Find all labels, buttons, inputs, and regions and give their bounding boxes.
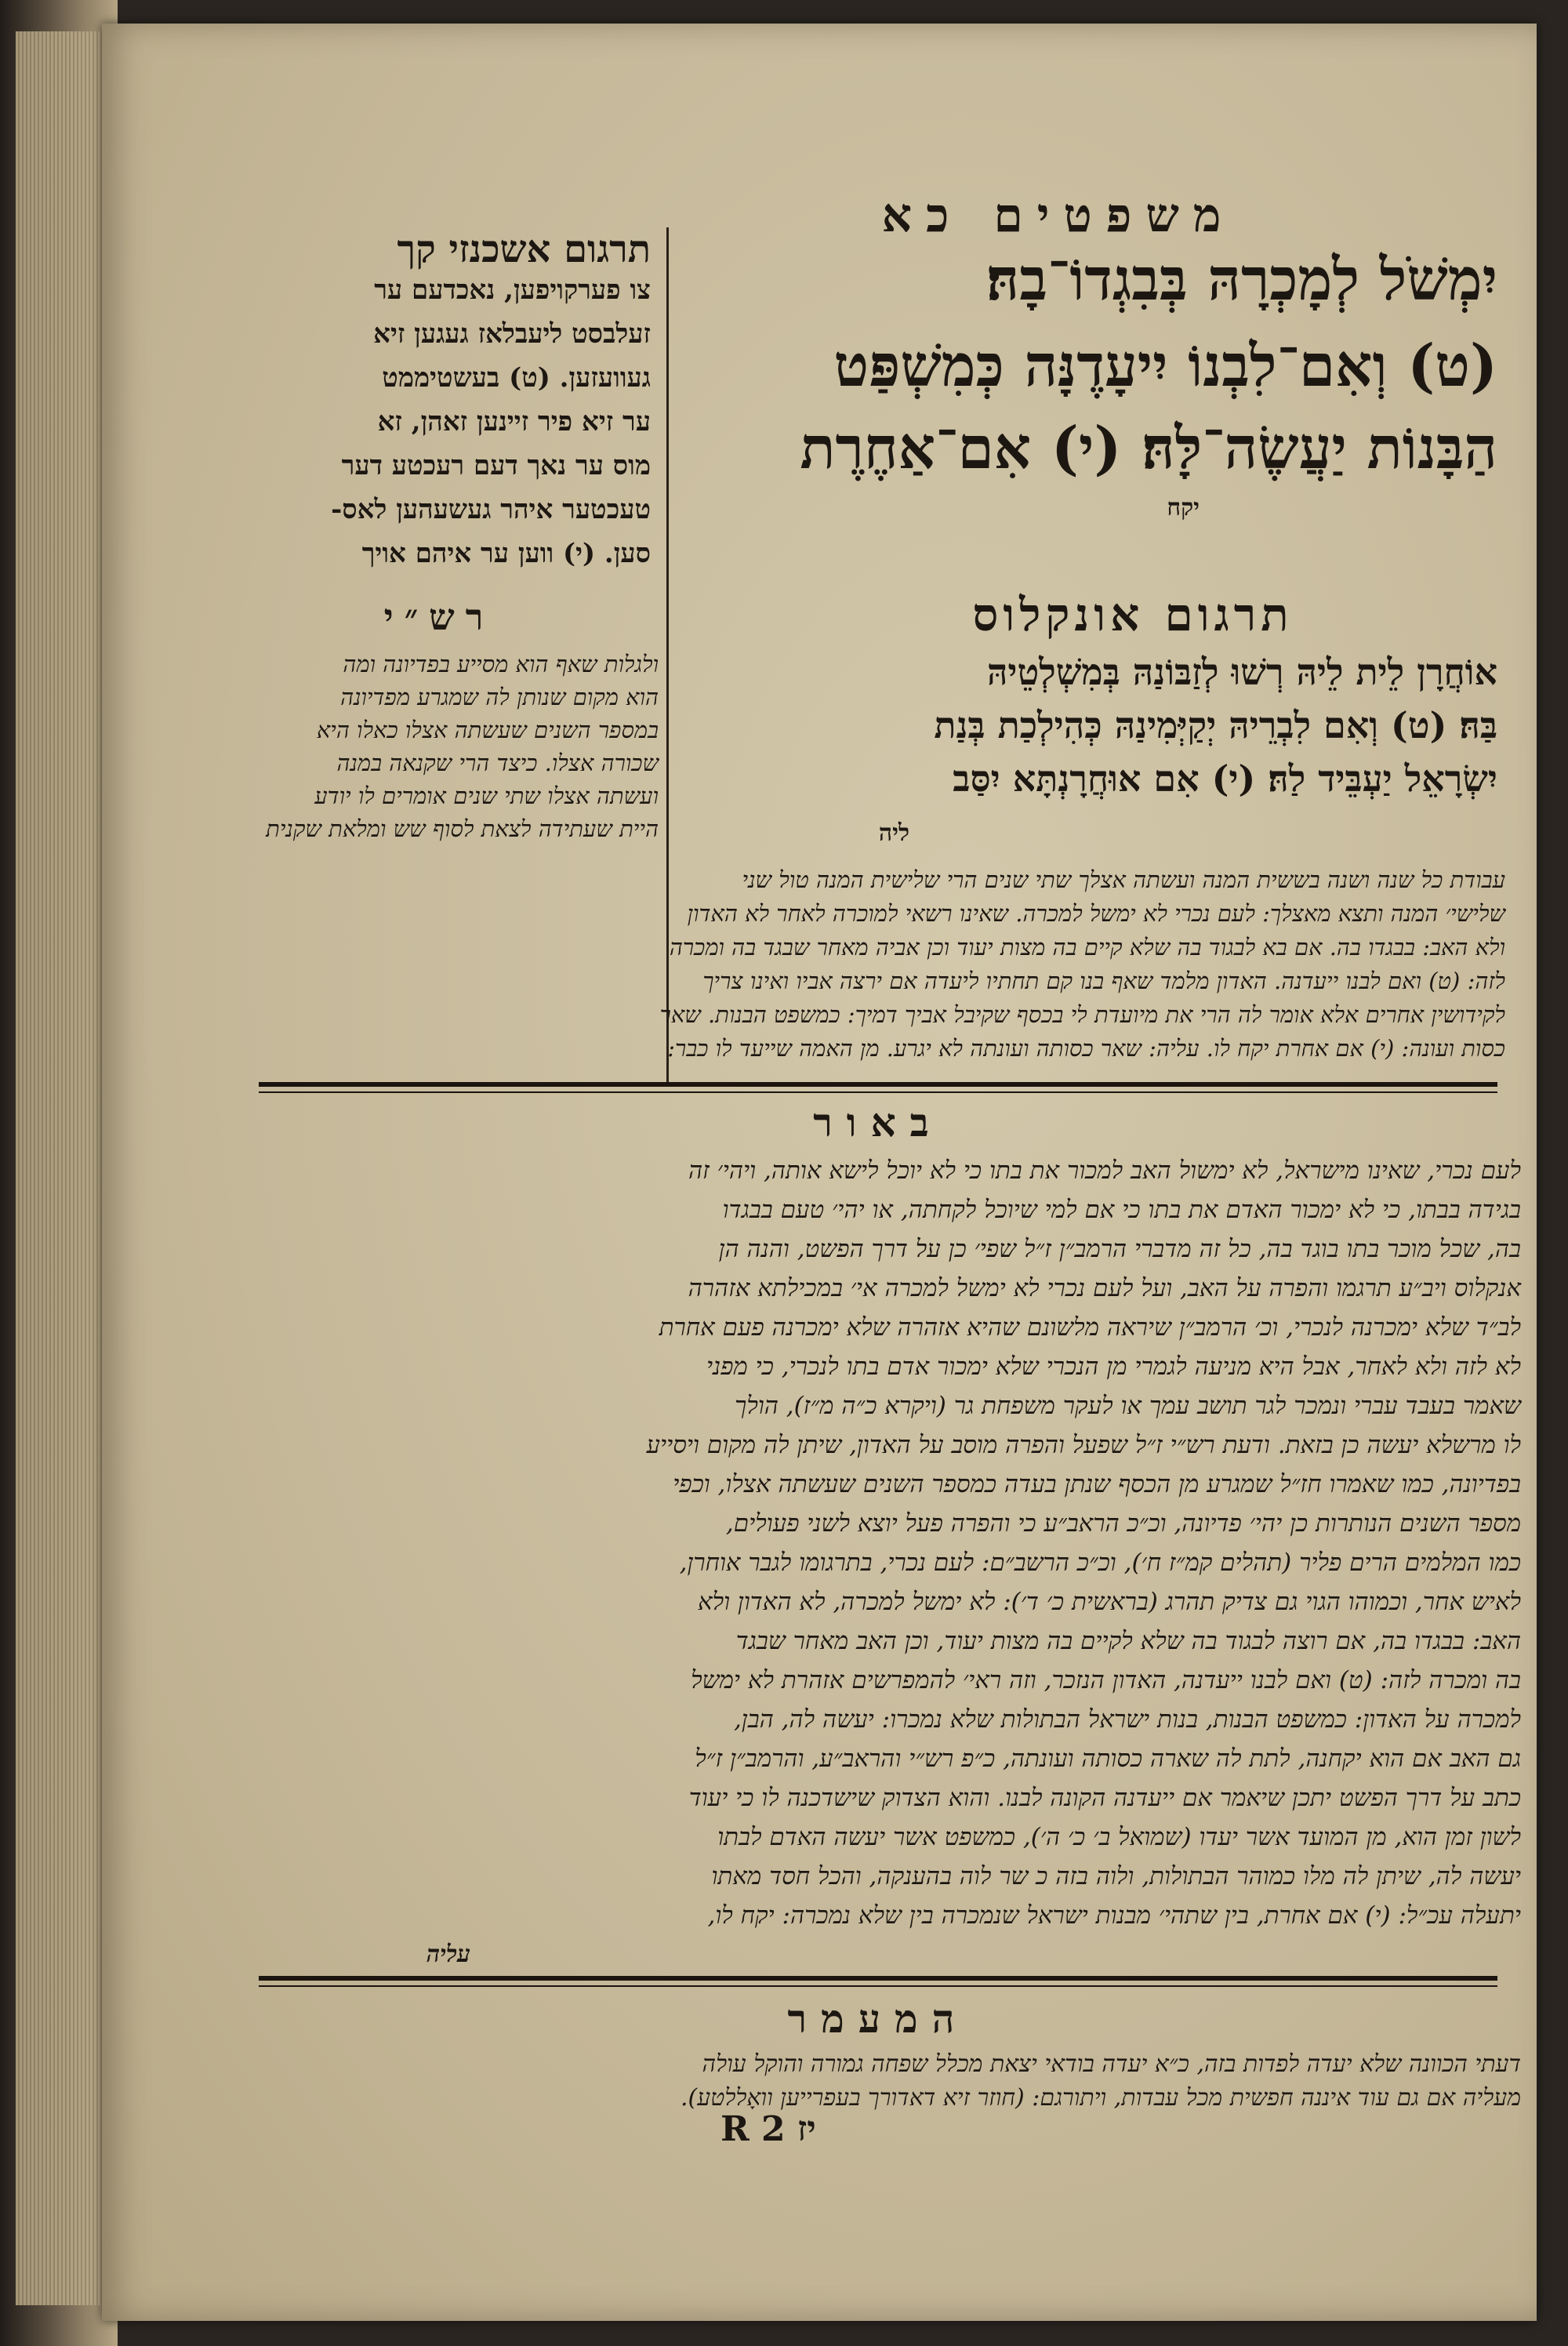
- onkelos-line: בַּהּ׃ (ט) וְאִם לִבְרֵיהּ יְקַיְּמִינַהּ כְּהִילְכַת בְּנַת: [934, 704, 1497, 746]
- biur-line: האב: בבגדו בה, אם רוצה לבגוד בה שלא לקיים בה מצות יעוד, וכן האב מאחר שבגד: [735, 1627, 1521, 1655]
- rashi-line: היית שעתידה לצאת לסוף שש ומלאת שקנית: [266, 815, 659, 842]
- maamar-title: המעמר: [787, 1996, 969, 2042]
- verse-line: (ט) וְאִם־לִבְנוֹ יִיעָדֶנָּה כְּמִשְׁפַּט: [833, 332, 1497, 400]
- ashkenaz-line: מוס ער נאך דעם רעכטע דער: [341, 450, 651, 481]
- section-rule-thin: [259, 1091, 1497, 1093]
- biur-line: לשון זמן הוא, מן המועד אשר יעדו (שמואל ב׳ כ׳ ה׳), כמשפט אשר יעשה האדם לבתו: [717, 1823, 1521, 1851]
- ashkenaz-line: סען. (י) ווען ער איהם אויך: [361, 538, 651, 569]
- biur-line: כתב על דרך הפשט יתכן שיאמר אם ייעדנה הקונה לבנו. והוא הצדוק שישדכנה לו כי יעוד: [688, 1784, 1521, 1812]
- rashi-line: ולא האב: בבגדו בה. אם בא לבגוד בה שלא קיים בה מצות יעוד וכן אביה מאחר שבגד בה ומכרה: [669, 934, 1505, 961]
- rashi-line: לקידושין אחרים אלא אומר לה הרי את מיועדת לי בכסף שקיבל אביך דמיך: כמשפט הבנות. שאר: [659, 1001, 1505, 1028]
- maamar-line: דעתי הכוונה שלא יעדה לפדות בזה, כ״א יעדה בודאי יצאת מכלל שפחה גמורה והוקל עולה: [702, 2050, 1521, 2078]
- verse-line: יִמְשֹׁל לְמָכְרָהּ בְּבִגְדוֹ־בָהּ׃: [985, 246, 1497, 314]
- biur-line: כמו המלמים הרים פליר (תהלים קמ״ז ח׳), וכ״כ הרשב״ם: לעם נכרי, בתרגומו לגבר אוחרן,: [679, 1549, 1521, 1577]
- onkelos-title: תרגום אונקלוס: [972, 588, 1294, 641]
- onkelos-line: יִשְׂרָאֵל יַעְבֵּיד לַהּ׃ (י) אִם אוּחֲרָנְתָּא יִסַּב: [953, 757, 1497, 800]
- biur-line: מספר השנים הנותרות כן יהי׳ פדיונה, וכ״כ הראב״ע כי והפרה פעל יוצא לשני פעולים,: [725, 1509, 1521, 1538]
- biur-line: לב״ד שלא ימכרנה לנכרי, וכ׳ הרמב״ן שיראה מלשונם שהיא אזהרה שלא ימכרנה פעם אחרת: [659, 1313, 1521, 1342]
- page-leaves: [16, 31, 102, 2305]
- section-rule-thin: [259, 1985, 1497, 1987]
- maamar-line: מעליה אם גם עוד איננה חפשית מכל עבדות, ויתורגם: (חוזר זיא דאדורך בעפרייען וואָללטע).: [680, 2084, 1521, 2112]
- biur-line: למכרה על האדון: כמשפט הבנות, בנות ישראל הבתולות שלא נמכרו: יעשה לה, הבן,: [733, 1705, 1521, 1734]
- section-rule: [259, 1976, 1497, 1981]
- page-header-title: משפטים כא: [881, 188, 1236, 243]
- onkelos-line: אוֹחֲרָן לֵית לֵיהּ רְשׁוּ לְזַבּוֹנַהּ בְּמִשְׁלְטֵיהּ: [986, 651, 1497, 693]
- biur-line: בגידה בבתו, כי לא ימכור האדם את בתו כי אם למי שיוכל לקחתה, או יהי׳ טעם בבגדו: [722, 1196, 1521, 1224]
- biur-line: בה ומכרה לזה: (ט) ואם לבנו ייעדנה, האדון הנזכר, וזה ראי׳ להמפרשים אזהרת לא ימשל: [691, 1666, 1521, 1694]
- verse-catchword: יקח: [1167, 494, 1200, 521]
- rashi-line: עבודת כל שנה ושנה בששית המנה ועשתה אצלך שתי שנים הרי שלישית המנה טול שני: [742, 866, 1505, 893]
- biur-line: יתעלה עכ״ל: (י) אם אחרת, בין שתהי׳ מבנות ישראל שנמכרה בין שלא נמכרה: יקח לו,: [707, 1901, 1521, 1930]
- book-page: [102, 24, 1537, 2321]
- rashi-line: ולגלות שאף הוא מסייע בפדיונה ומה: [343, 651, 659, 677]
- rashi-line: כסות ועונה: (י) אם אחרת יקח לו. עליה: שאר כסותה ועונתה לא יגרע. מן האמה שייעד לו כבר:: [667, 1035, 1505, 1062]
- biur-catchword: עליה: [426, 1941, 470, 1968]
- biur-line: אנקלוס ויב״ע תרגמו והפרה על האב, ועל לעם נכרי לא ימשל למכרה אי׳ במכילתא אזהרה: [688, 1274, 1521, 1302]
- onkelos-catchword: ליה: [878, 819, 909, 847]
- biur-line: גם האב אם הוא יקחנה, לתת לה שארה כסותה ועונתה, כ״פ רש״י והראב״ע, והרמב״ן ז״ל: [695, 1745, 1521, 1773]
- verse-line: הַבָּנוֹת יַעֲשֶׂה־לָּהּ׃ (י) אִם־אַחֶרֶת: [800, 415, 1497, 482]
- rashi-line: הוא מקום שנותן לה שמגרע מפדיונה: [340, 684, 659, 710]
- biur-line: בה, שכל מוכר בתו בוגד בה, כל זה מדברי הרמב״ן ז״ל שפי׳ כן על דרך הפשט, והנה הן: [718, 1235, 1521, 1263]
- ashkenaz-line: צו פערקויפען, נאכדעם ער: [374, 274, 651, 306]
- biur-title: באור: [813, 1099, 943, 1146]
- biur-line: לו מרשלא יעשה כן בזאת. ודעת רש״י ז״ל שפעל והפרה מוסב על האדון, שיתן לה מקום ויסייע: [646, 1431, 1521, 1459]
- biur-line: לעם נכרי, שאינו מישראל, לא ימשול האב למכור את בתו כי לא יוכל לישא אותה, ויהי׳ זה: [688, 1157, 1521, 1185]
- rashi-line: לזה: (ט) ואם לבנו ייעדנה. האדון מלמד שאף בנו קם תחתיו ליעדה אם ירצה אביו ואינו צריך: [702, 968, 1505, 994]
- biur-line: שאמר בעבד עברי ונמכר לגר תושב עמך או לעקר משפחת גר (ויקרא כ״ה מ״ז), הולך: [735, 1392, 1521, 1420]
- ashkenaz-line: זעלבסט ליעבלאז געגען זיא: [373, 318, 651, 350]
- section-rule: [259, 1082, 1497, 1087]
- biur-line: יעשה לה, שיתן לה מלו כמוהר הבתולות, ולוה בזה כ שר לוה בהענקה, והכל חסד מאתו: [711, 1862, 1521, 1890]
- ashkenaz-line: געוועזען. (ט) בעשטיממט: [382, 362, 651, 394]
- rashi-title: רש״י: [383, 596, 495, 638]
- biur-line: לאיש אחר, וכמוהו הגוי גם צדיק תהרג (בראשית כ׳ ד׳): לא ימשל למכרה, לא האדון ולא: [698, 1588, 1521, 1616]
- signature-mark: R 2 יז: [720, 2109, 816, 2149]
- biur-line: בפדיונה, כמו שאמרו חז״ל שמגרע מן הכסף שנתן בעדה כמספר השנים שעשתה אצלו, וכפי: [673, 1470, 1521, 1498]
- rashi-line: שכורה אצלו. כיצד הרי שקנאה במנה: [336, 750, 659, 776]
- rashi-line: שלישי׳ המנה ותצא מאצלך: לעם נכרי לא ימשל למכרה. שאינו רשאי למוכרה לאחר לא האדון: [687, 900, 1505, 927]
- rashi-line: ועשתה אצלו שתי שנים אומרים לו יודע: [314, 783, 659, 809]
- ashkenaz-line: ער זיא פיר זיינען זאהן, זא: [377, 406, 651, 438]
- ashkenaz-line: טעכטער איהר געשעהען לאס-: [331, 494, 651, 525]
- ashkenaz-translation-title: תרגום אשכנזי קך: [397, 227, 651, 271]
- rashi-line: במספר השנים שעשתה אצלו כאלו היא: [316, 717, 659, 743]
- biur-line: לא לזה ולא לאחר, אבל היא מניעה לגמרי מן הנכרי שלא ימכור אדם בתו לנכרי, כי מפני: [706, 1353, 1521, 1381]
